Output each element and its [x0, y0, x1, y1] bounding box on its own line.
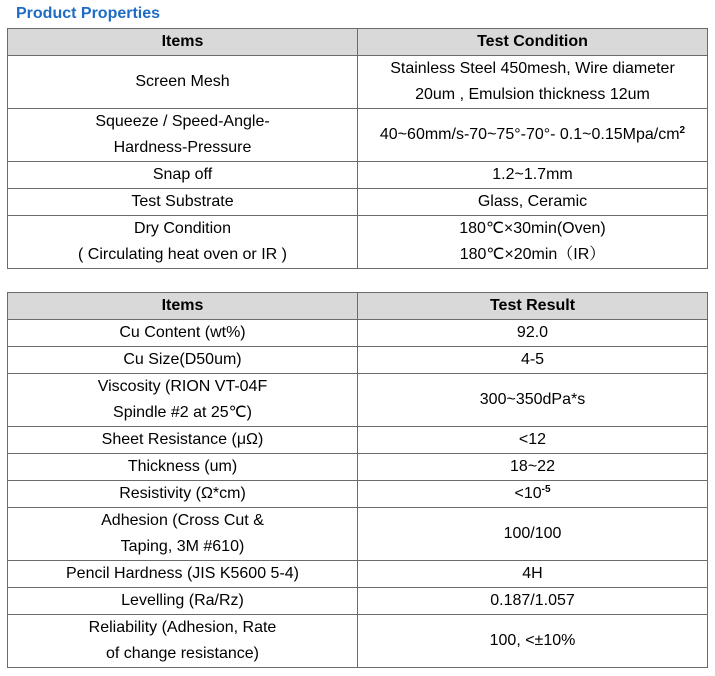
value-cell-line [364, 427, 701, 453]
value-cell-line [364, 521, 701, 547]
value-cell-text: 92.0 [516, 324, 549, 341]
value-cell-text: <12 [518, 431, 547, 448]
value-cell-line [364, 216, 701, 242]
value-cell-text: 1.2~1.7mm [492, 166, 573, 183]
item-cell-line [14, 216, 351, 242]
table-row [8, 162, 708, 189]
value-cell [358, 216, 708, 269]
value-cell [358, 347, 708, 374]
table-row [8, 588, 708, 615]
header-test-condition: Test Condition [358, 29, 708, 56]
item-cell [8, 189, 358, 216]
value-cell-line [364, 481, 701, 507]
item-cell-line [14, 508, 351, 534]
value-cell-text: 0.187/1.057 [490, 592, 575, 609]
item-cell [8, 162, 358, 189]
item-cell-text: Squeeze / Speed-Angle- [95, 113, 270, 130]
item-cell-text: Hardness-Pressure [113, 139, 252, 156]
item-cell-text: Screen Mesh [135, 73, 230, 90]
item-cell-line [14, 481, 351, 507]
item-cell-text: Taping, 3M #610) [120, 538, 245, 555]
header-items: Items [8, 29, 358, 56]
value-cell-line [364, 454, 701, 480]
item-cell-line [14, 561, 351, 587]
section-title: Product Properties [16, 5, 161, 22]
item-cell-line [14, 588, 351, 614]
item-cell [8, 374, 358, 427]
item-cell-line [14, 374, 351, 400]
item-cell-line [14, 189, 351, 215]
item-cell-text: Sheet Resistance (μΩ) [101, 431, 264, 448]
value-cell [358, 481, 708, 508]
table-row [8, 481, 708, 508]
table-header-row [8, 293, 708, 320]
table-header-row [8, 29, 708, 56]
item-cell [8, 508, 358, 561]
item-cell-text: Spindle #2 at 25℃) [113, 404, 252, 421]
value-cell-text: 100/100 [503, 525, 562, 542]
item-cell-line [14, 135, 351, 161]
table-row [8, 508, 708, 561]
value-cell [358, 427, 708, 454]
value-cell-line [364, 347, 701, 373]
item-cell-text: Dry Condition [134, 220, 231, 237]
item-cell-line [14, 454, 351, 480]
value-cell-superscript: -5 [541, 484, 551, 495]
value-cell [358, 56, 708, 109]
item-cell-text: Cu Content (wt%) [119, 324, 246, 341]
value-cell [358, 109, 708, 162]
item-cell [8, 561, 358, 588]
item-cell-line [14, 427, 351, 453]
item-cell [8, 320, 358, 347]
item-cell-line [14, 534, 351, 560]
item-cell [8, 454, 358, 481]
item-cell-text: Adhesion (Cross Cut & [101, 512, 264, 529]
value-cell-text: Glass, Ceramic [477, 193, 588, 210]
item-cell-line [14, 242, 351, 268]
item-cell-text: Resistivity (Ω*cm) [119, 485, 246, 502]
table-row [8, 615, 708, 668]
item-cell-text: Reliability (Adhesion, Rate [88, 619, 277, 636]
item-cell-text: Cu Size(D50um) [123, 351, 242, 368]
item-cell-text: Thickness (um) [127, 458, 238, 475]
value-cell [358, 588, 708, 615]
table-row [8, 454, 708, 481]
value-cell-text: 4-5 [520, 351, 545, 368]
item-cell [8, 615, 358, 668]
value-cell-text: Stainless Steel 450mesh, Wire diameter [390, 60, 675, 77]
value-cell-line [364, 56, 701, 82]
test-result-table [7, 292, 708, 668]
value-cell [358, 454, 708, 481]
value-cell [358, 561, 708, 588]
value-cell-text: 180℃×30min(Oven) [459, 220, 606, 237]
table-row [8, 427, 708, 454]
header-items: Items [8, 293, 358, 320]
table-row [8, 189, 708, 216]
item-cell [8, 588, 358, 615]
item-cell-text: Snap off [152, 166, 213, 183]
value-cell-text: 180℃×20min（IR） [459, 246, 606, 263]
value-cell-text: 20um , Emulsion thickness 12um [415, 86, 650, 103]
value-cell-superscript: 2 [679, 125, 686, 136]
header-test-result: Test Result [358, 293, 708, 320]
value-cell-line [364, 387, 701, 413]
item-cell [8, 427, 358, 454]
value-cell [358, 615, 708, 668]
item-cell [8, 56, 358, 109]
value-cell-line [364, 588, 701, 614]
value-cell [358, 320, 708, 347]
value-cell-text: <10 [514, 485, 542, 502]
item-cell-text: ( Circulating heat oven or IR ) [78, 246, 287, 263]
value-cell-line [364, 242, 701, 268]
item-cell [8, 216, 358, 269]
table-row [8, 320, 708, 347]
value-cell-line [364, 561, 701, 587]
value-cell-text: 40~60mm/s-70~75°-70°- 0.1~0.15Mpa/cm [379, 126, 680, 143]
value-cell-line [364, 189, 701, 215]
test-condition-table [7, 28, 708, 269]
value-cell-line [364, 320, 701, 346]
item-cell [8, 347, 358, 374]
value-cell-line [364, 162, 701, 188]
item-cell [8, 109, 358, 162]
item-cell-line [14, 347, 351, 373]
value-cell [358, 189, 708, 216]
value-cell-line [364, 628, 701, 654]
item-cell-text: Pencil Hardness (JIS K5600 5-4) [66, 565, 299, 582]
item-cell-line [14, 69, 351, 95]
value-cell-line [364, 82, 701, 108]
table-row [8, 347, 708, 374]
value-cell-text: 18~22 [510, 458, 555, 475]
value-cell [358, 162, 708, 189]
item-cell-text: of change resistance) [106, 645, 259, 662]
value-cell-text: 100, <±10% [489, 632, 576, 649]
item-cell-line [14, 641, 351, 667]
item-cell-text: Levelling (Ra/Rz) [121, 592, 244, 609]
item-cell [8, 481, 358, 508]
item-cell-line [14, 162, 351, 188]
table-row [8, 216, 708, 269]
table-row [8, 374, 708, 427]
item-cell-line [14, 615, 351, 641]
value-cell-text: 300~350dPa*s [479, 391, 586, 408]
item-cell-text: Test Substrate [131, 193, 234, 210]
value-cell [358, 508, 708, 561]
table-row [8, 561, 708, 588]
item-cell-line [14, 320, 351, 346]
value-cell-text: 4H [522, 565, 543, 582]
table-row [8, 109, 708, 162]
value-cell [358, 374, 708, 427]
item-cell-line [14, 400, 351, 426]
item-cell-line [14, 109, 351, 135]
table-row [8, 56, 708, 109]
value-cell-line [364, 122, 701, 148]
item-cell-text: Viscosity (RION VT-04F [97, 378, 268, 395]
